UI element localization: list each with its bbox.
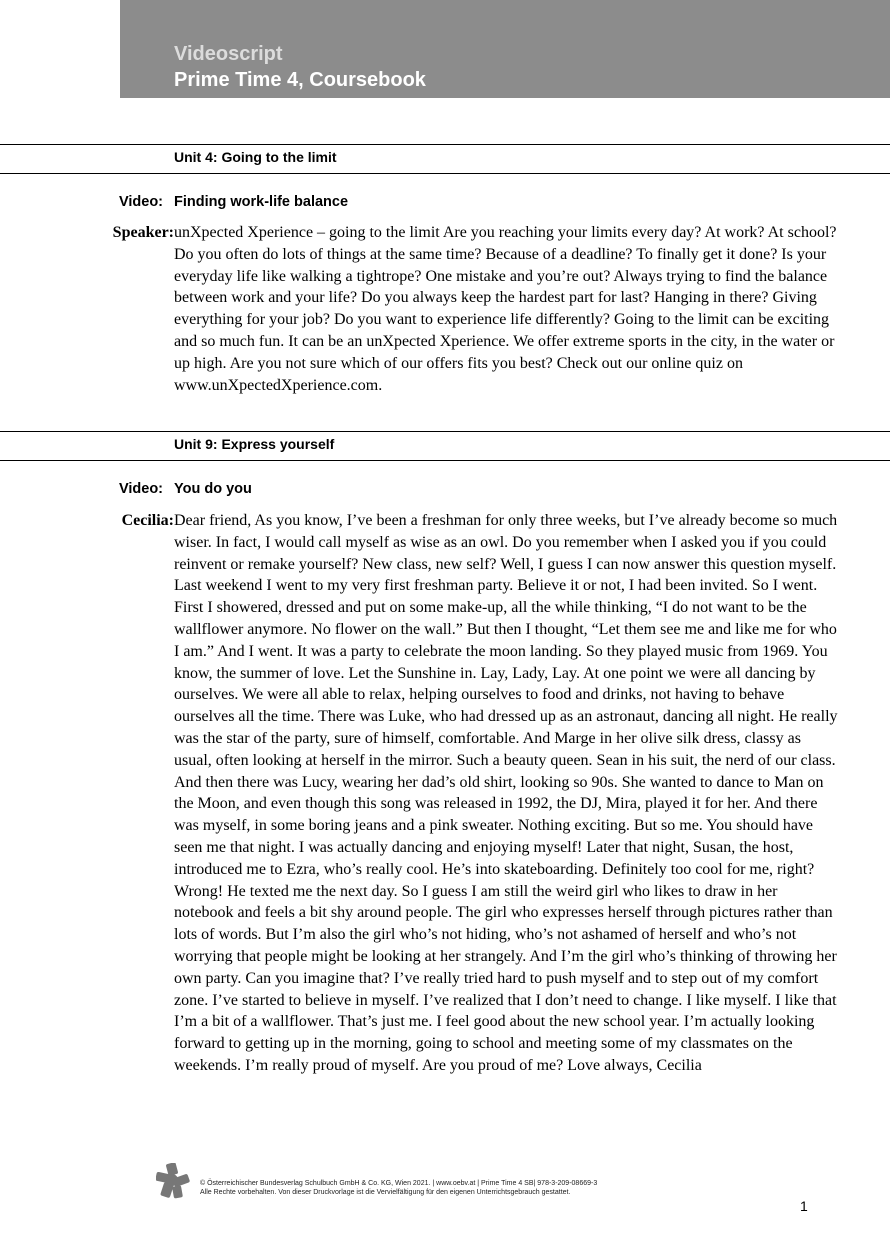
unit-heading: Unit 9: Express yourself: [174, 436, 335, 452]
video-label: Video:: [118, 194, 163, 210]
speaker-label: Cecilia:: [121, 512, 174, 529]
document-type-title: Videoscript: [174, 43, 283, 65]
video-label: Video:: [118, 481, 163, 497]
video-title: Finding work-life balance: [174, 194, 349, 210]
speaker-label: Speaker:: [112, 224, 174, 241]
copyright-line: © Österreichischer Bundesverlag Schulbuch GmbH & Co. KG, Wien 2021. | www.oebv.at | Prime Time 4 SB| 978-3-209-08669-3: [200, 1180, 598, 1187]
unit-heading: Unit 4: Going to the limit: [174, 149, 337, 165]
oebv-logo-icon: [156, 1163, 190, 1199]
transcript-text: Dear friend, As you know, I’ve been a freshman for only three weeks, but I’ve already become so much wiser. In fact, I would call myself as wise as an owl. Do you remember when I asked you if you could reinvent or remake yourself? New class, new self? Well, I guess I can now answer this question myself. Last weekend I went to my very first freshman party. Believe it or not, I had been invited. So I went. First I showered, dressed and put on some make-up, all the while thinking, “I do not want to be the wallflower anymore. No flower on the wall.” But then I thought, “Let them see me and like me for who I am.” And I went. It was a party to celebrate the moon landing. So they played music from 1969. You know, the summer of love. Let the Sunshine in. Lay, Lady, Lay. At one point we were all dancing by ourselves. We were all able to relax, helping ourselves to food and drinks, not having to behave ourselves all the time. There was Luke, who had dressed up as an astronaut, dancing all night. He really was the star of the party, sure of himself, comfortable. And Marge in her olive silk dress, classy as usual, often looking at herself in the mirror. Such a beauty queen. Sean in his suit, the nerd of our class. And then there was Lucy, wearing her dad’s old shirt, looking so 90s. She wanted to dance to Man on the Moon, and even though this song was released in 1992, the DJ, Mira, played it for her. And there was myself, in some boring jeans and a pink sweater. Nothing exciting. But so me. You should have seen me that night. I was actually dancing and enjoying myself! Later that night, Susan, the host, introduced me to Ezra, who’s really cool. He’s into skateboarding. Definitely too cool for me, right? Wrong! He texted me the next day. So I guess I am still the weird girl who likes to draw in her notebook and feels a bit shy around people. The girl who expresses herself through pictures rather than lots of words. But I’m also the girl who’s not hiding, who’s not ashamed of herself and who’s not worrying that people might be looking at her strangely. And I’m the girl who’s thinking of throwing her own party. Can you imagine that? I’ve really tried hard to push myself and to step out of my comfort zone. I’ve started to believe in myself. I’ve realized that I don’t need to change. I like myself. I like that I’m a bit of a wallflower. That’s just me. I feel good about the new school year. I’m actually looking forward to getting up in the morning, going to school and meeting some of my classmates on the weekends. I’m really proud of myself. Are you proud of me? Love always, Cecilia: [174, 512, 838, 1074]
rights-line: Alle Rechte vorbehalten. Von dieser Druckvorlage ist die Vervielfältigung für den eigenen Unterrichtsgebrauch gestattet.: [200, 1189, 571, 1196]
copyright-notice: [200, 1179, 720, 1197]
section-divider-bottom: [0, 460, 890, 461]
section-divider-bottom: [0, 173, 890, 174]
page-number: 1: [800, 1198, 808, 1214]
coursebook-title: Prime Time 4, Coursebook: [174, 69, 426, 91]
section-divider-top: [0, 144, 890, 145]
section-divider-top: [0, 431, 890, 432]
video-title: You do you: [174, 481, 252, 497]
transcript-text: unXpected Xperience – going to the limit Are you reaching your limits every day? At work? At school? Do you often do lots of things at the same time? Because of a deadline? To finally get it done? Is your everyday life like walking a tightrope? One mistake and you’re out? Always trying to find the balance between work and your life? Do you always keep the hardest part for last? Hanging in there? Giving everything for your job? Do you want to experience life differently? Going to the limit can be exciting and so much fun. It can be an unXpected Xperience. We offer extreme sports in the city, in the water or up high. Are you not sure which of our offers fits you best? Check out our online quiz on www.unXpectedXperience.com.: [174, 224, 837, 394]
